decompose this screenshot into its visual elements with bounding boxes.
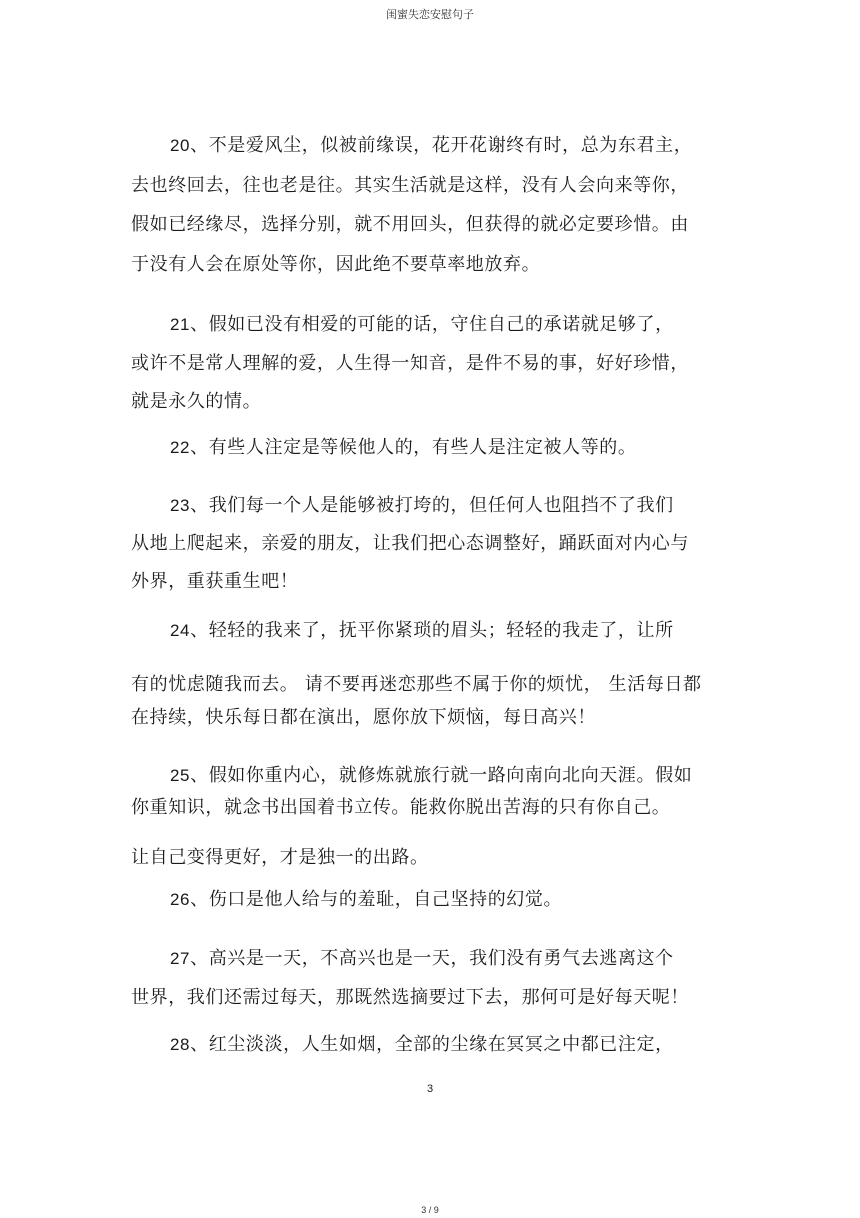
- paragraph-number: 26: [170, 890, 191, 909]
- paragraph-number: 27: [170, 949, 191, 968]
- paragraph-20-line-4: 于没有人会在原处等你，因此绝不要草率地放弃。: [131, 254, 541, 275]
- paragraph-27-line-2: 世界，我们还需过每天，那既然选摘要过下去，那何可是好每天呢！: [131, 987, 689, 1008]
- page-number: 3: [426, 1083, 434, 1095]
- page-footer-indicator: 3 / 9: [421, 1205, 439, 1215]
- paragraph-20-line-1: 20、不是爱风尘，似被前缘误，花开花谢终有时，总为东君主，: [170, 135, 693, 156]
- paragraph-28-line-1: 28、红尘淡淡，人生如烟，全部的尘缘在冥冥之中都已注定，: [170, 1034, 674, 1055]
- paragraph-21-line-3: 就是永久的情。: [131, 391, 262, 412]
- paragraph-number: 22: [170, 438, 191, 457]
- paragraph-23-line-1: 23、我们每一个人是能够被打垮的，但任何人也阻挡不了我们: [170, 495, 674, 516]
- paragraph-25-line-3: 让自己变得更好，才是独一的出路。: [131, 847, 429, 868]
- paragraph-26-line-1: 26、伤口是他人给与的羞耻，自己坚持的幻觉。: [170, 889, 563, 910]
- paragraph-20-line-3: 假如已经缘尽，选择分别，就不用回头，但获得的就必定要珍惜。由: [131, 214, 689, 235]
- paragraph-24-line-3: 在持续，快乐每日都在演出，愿你放下烦恼，每日高兴！: [131, 707, 596, 728]
- paragraph-24-line-2: 有的忧虑随我而去。 请不要再迷恋那些不属于你的烦忧， 生活每日都: [131, 674, 702, 695]
- paragraph-21-line-2: 或许不是常人理解的爱，人生得一知音，是件不易的事，好好珍惜，: [131, 353, 689, 374]
- paragraph-21-line-1: 21、假如已没有相爱的可能的话，守住自己的承诺就足够了，: [170, 314, 674, 335]
- paragraph-23-line-2: 从地上爬起来，亲爱的朋友，让我们把心态调整好，踊跃面对内心与: [131, 533, 689, 554]
- paragraph-number: 20: [170, 136, 191, 155]
- paragraph-25-line-2: 你重知识，就念书出国着书立传。能救你脱出苦海的只有你自己。: [131, 797, 671, 818]
- paragraph-24-line-1: 24、轻轻的我来了，抚平你紧琐的眉头；轻轻的我走了，让所: [170, 620, 674, 641]
- paragraph-25-line-1: 25、假如你重内心，就修炼就旅行就一路向南向北向天涯。假如: [170, 765, 693, 786]
- paragraph-number: 23: [170, 496, 191, 515]
- document-header-title: 闺蜜失恋安慰句子: [386, 8, 474, 21]
- paragraph-number: 25: [170, 766, 191, 785]
- paragraph-20-line-2: 去也终回去，往也老是往。其实生活就是这样，没有人会向来等你，: [131, 175, 689, 196]
- paragraph-27-line-1: 27、高兴是一天，不高兴也是一天，我们没有勇气去逃离这个: [170, 948, 674, 969]
- paragraph-22-line-1: 22、有些人注定是等候他人的，有些人是注定被人等的。: [170, 437, 637, 458]
- paragraph-23-line-3: 外界，重获重生吧！: [131, 571, 299, 592]
- paragraph-number: 24: [170, 621, 191, 640]
- paragraph-number: 21: [170, 315, 191, 334]
- paragraph-number: 28: [170, 1035, 191, 1054]
